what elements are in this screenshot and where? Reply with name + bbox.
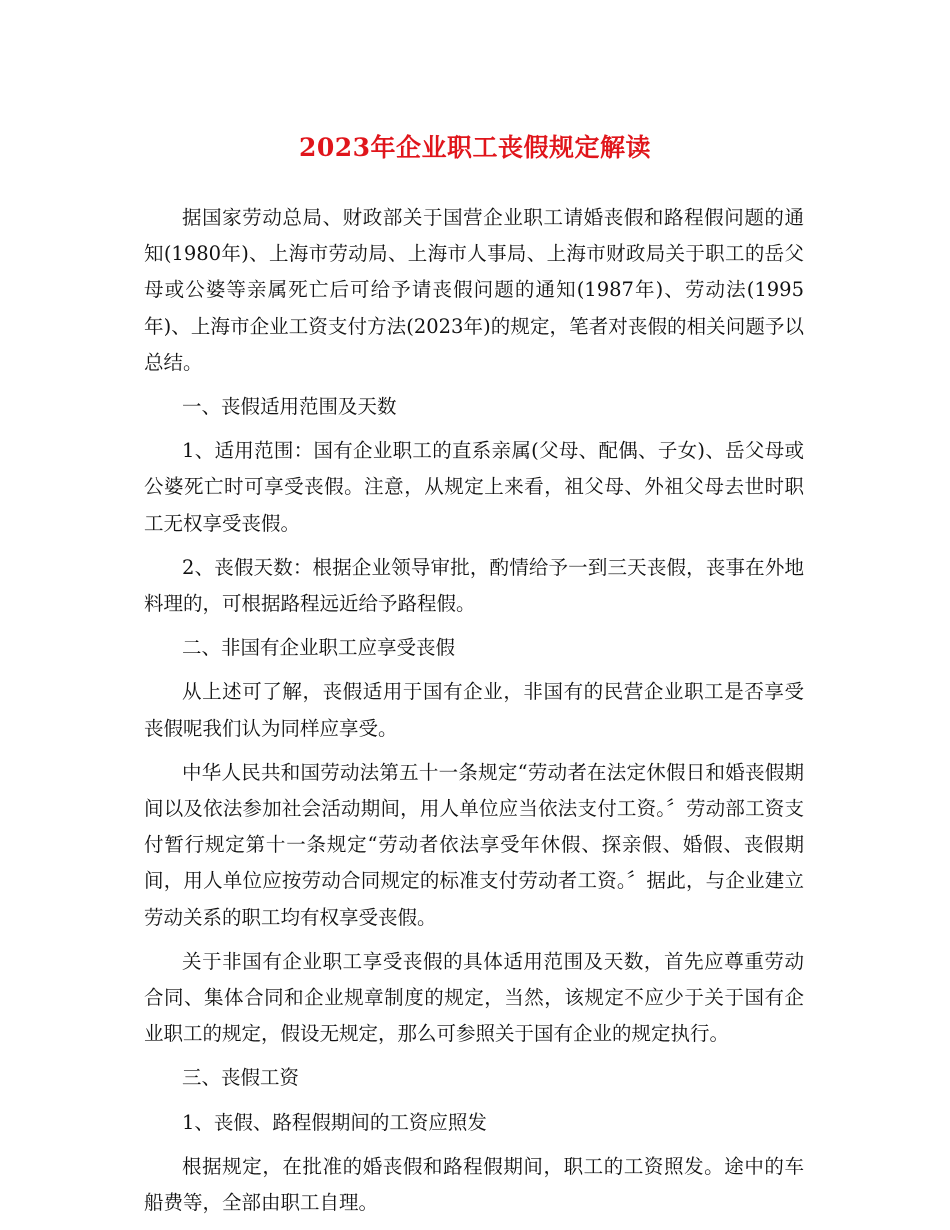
section-heading: 二、非国有企业职工应享受丧假 [182, 636, 456, 660]
body-paragraph: 关于非国有企业职工享受丧假的具体适用范围及天数，首先应尊重劳动合同、集体合同和企业规章制度的规定，当然，该规定不应少于关于国有企业职工的规定，假设无规定，那么可参照关于国有企业的规定执行。 [144, 949, 804, 1046]
body-paragraph: 根据规定，在批准的婚丧假和路程假期间，职工的工资照发。途中的车船费等，全部由职工自理。 [144, 1154, 804, 1215]
section-heading: 一、丧假适用范围及天数 [182, 395, 397, 419]
body-paragraph: 2、丧假天数：根据企业领导审批，酌情给予一到三天丧假，丧事在外地料理的，可根据路程远近给予路程假。 [144, 555, 804, 616]
document-title: 2023年企业职工丧假规定解读 [298, 133, 652, 162]
body-paragraph: 从上述可了解，丧假适用于国有企业，非国有的民营企业职工是否享受丧假呢我们认为同样应享受。 [144, 680, 804, 740]
intro-paragraph: 据国家劳动总局、财政部关于国营企业职工请婚丧假和路程假问题的通知(1980年)、上海市劳动局、上海市人事局、上海市财政局关于职工的岳父母或公婆等亲属死亡后可给予请丧假问题的通知(1987年)、劳动法(1995年)、上海市企业工资支付方法(2023年)的规定，笔者对丧假的相关问题予以总结。 [144, 206, 804, 374]
body-paragraph: 中华人民共和国劳动法第五十一条规定“劳动者在法定休假日和婚丧假期间以及依法参加社会活动期间，用人单位应当依法支付工资。〞劳动部工资支付暂行规定第十一条规定“劳动者依法享受年休假、探亲假、婚假、丧假期间，用人单位应按劳动合同规定的标准支付劳动者工资。〞据此，与企业建立劳动关系的职工均有权享受丧假。 [144, 760, 804, 929]
subsection-heading: 1、丧假、路程假期间的工资应照发 [182, 1110, 487, 1134]
document-body [144, 200, 804, 1229]
section-heading: 三、丧假工资 [182, 1066, 300, 1090]
body-paragraph: 1、适用范围：国有企业职工的直系亲属(父母、配偶、子女)、岳父母或公婆死亡时可享受丧假。注意，从规定上来看，祖父母、外祖父母去世时职工无权享受丧假。 [144, 439, 804, 535]
